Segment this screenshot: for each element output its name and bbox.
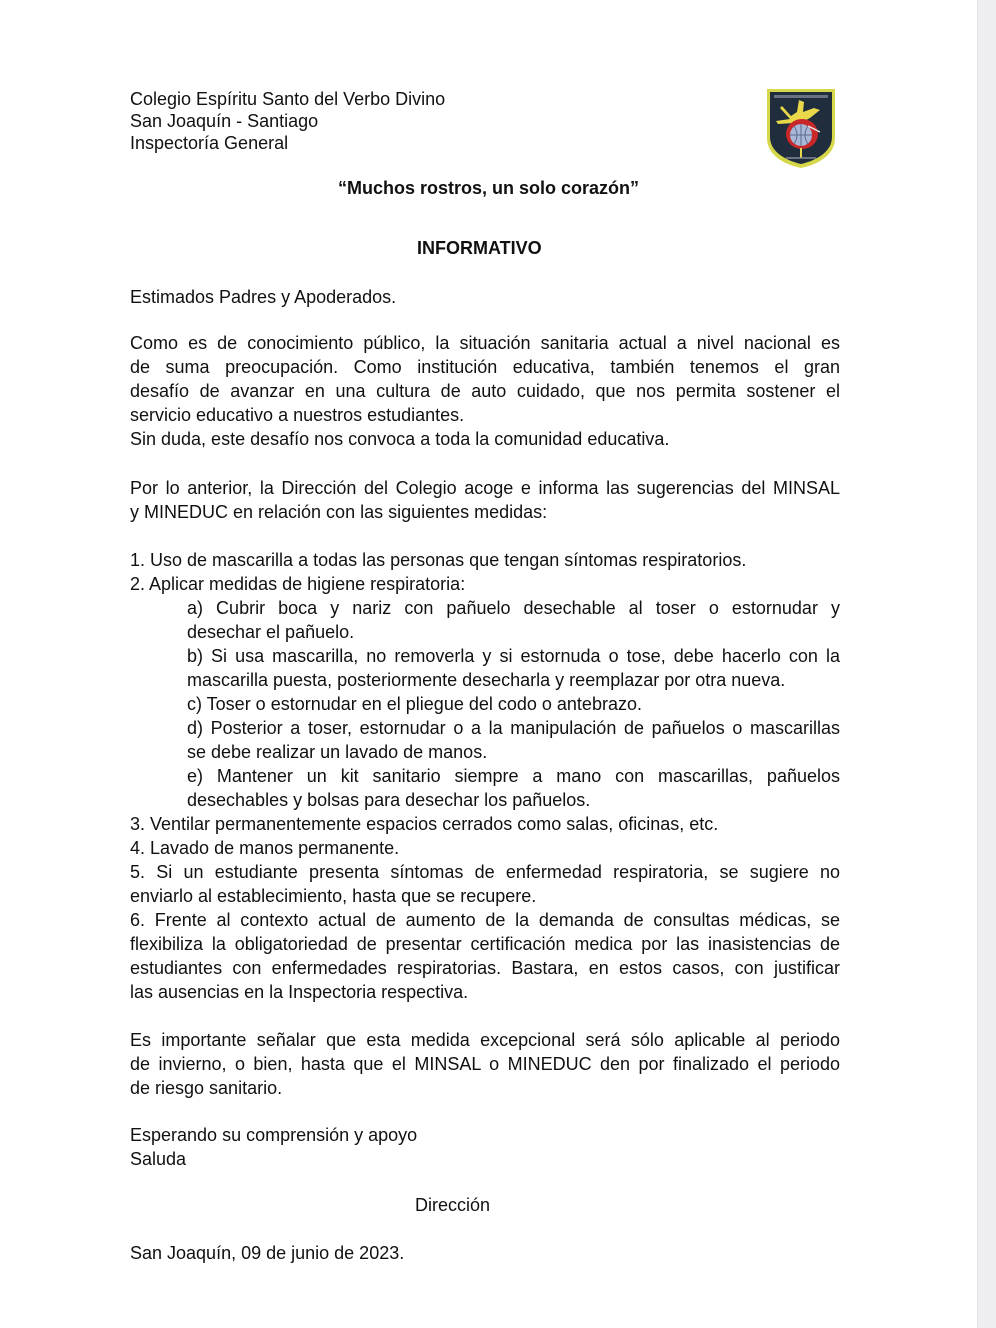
measure-sub-a: a) Cubrir boca y nariz con pañuelo desechable al toser o estornudar y (187, 598, 840, 618)
measure-item-6: 6. Frente al contexto actual de aumento de la demanda de consultas médicas, se (130, 910, 840, 930)
lead-line: Por lo anterior, la Dirección del Colegio acoge e informa las sugerencias del MINSAL (130, 478, 840, 498)
measure-item-1: 1. Uso de mascarilla a todas las personas que tengan síntomas respiratorios. (130, 550, 747, 570)
institution-department: Inspectoría General (130, 133, 289, 153)
document-title: INFORMATIVO (417, 238, 542, 258)
school-crest-icon (764, 86, 838, 170)
signature-direccion: Dirección (415, 1195, 491, 1215)
closing-line: de invierno, o bien, hasta que el MINSAL o MINEDUC den por finalizado el periodo (130, 1054, 840, 1074)
measure-sub-c: c) Toser o estornudar en el pliegue del codo o antebrazo. (187, 694, 642, 714)
institution-name: Colegio Espíritu Santo del Verbo Divino (130, 89, 446, 109)
measure-item-6-cont: las ausencias en la Inspectoria respectiva. (130, 982, 469, 1002)
measure-sub-d-cont: se debe realizar un lavado de manos. (187, 742, 488, 762)
closing-line: Es importante señalar que esta medida excepcional será sólo aplicable al periodo (130, 1030, 840, 1050)
closing-line: de riesgo sanitario. (130, 1078, 283, 1098)
date-line: San Joaquín, 09 de junio de 2023. (130, 1243, 405, 1263)
measure-item-6-cont: estudiantes con enfermedades respiratorias. Bastara, en estos casos, con justificar (130, 958, 840, 978)
measure-item-6-cont: flexibiliza la obligatoriedad de presentar certificación medica por las inasistencias de (130, 934, 840, 954)
intro-line: de suma preocupación. Como institución educativa, también tenemos el gran (130, 357, 840, 377)
measure-sub-e-cont: desechables y bolsas para desechar los pañuelos. (187, 790, 591, 810)
signoff-line: Esperando su comprensión y apoyo (130, 1125, 418, 1145)
measure-item-3: 3. Ventilar permanentemente espacios cerrados como salas, oficinas, etc. (130, 814, 719, 834)
intro-line: desafío de avanzar en una cultura de auto cuidado, que nos permita sostener el (130, 381, 840, 401)
signoff-saluda: Saluda (130, 1149, 187, 1169)
measure-sub-b: b) Si usa mascarilla, no removerla y si estornuda o tose, debe hacerlo con la (187, 646, 840, 666)
intro-line: Sin duda, este desafío nos convoca a toda la comunidad educativa. (130, 429, 670, 449)
measure-sub-b-cont: mascarilla puesta, posteriormente desecharla y reemplazar por otra nueva. (187, 670, 786, 690)
school-motto: “Muchos rostros, un solo corazón” (337, 178, 640, 198)
intro-line: servicio educativo a nuestros estudiantes. (130, 405, 465, 425)
measure-sub-d: d) Posterior a toser, estornudar o a la manipulación de pañuelos o mascarillas (187, 718, 840, 738)
institution-location: San Joaquín - Santiago (130, 111, 319, 131)
measure-item-2: 2. Aplicar medidas de higiene respiratoria: (130, 574, 466, 594)
measure-sub-e: e) Mantener un kit sanitario siempre a mano con mascarillas, pañuelos (187, 766, 840, 786)
viewer-side-strip (977, 0, 996, 1328)
measure-item-5: 5. Si un estudiante presenta síntomas de enfermedad respiratoria, se sugiere no (130, 862, 840, 882)
lead-line: y MINEDUC en relación con las siguientes medidas: (130, 502, 548, 522)
intro-line: Como es de conocimiento público, la situación sanitaria actual a nivel nacional es (130, 333, 840, 353)
measure-item-4: 4. Lavado de manos permanente. (130, 838, 400, 858)
measure-item-5-cont: enviarlo al establecimiento, hasta que se recupere. (130, 886, 537, 906)
greeting: Estimados Padres y Apoderados. (130, 287, 397, 307)
measure-sub-a-cont: desechar el pañuelo. (187, 622, 355, 642)
